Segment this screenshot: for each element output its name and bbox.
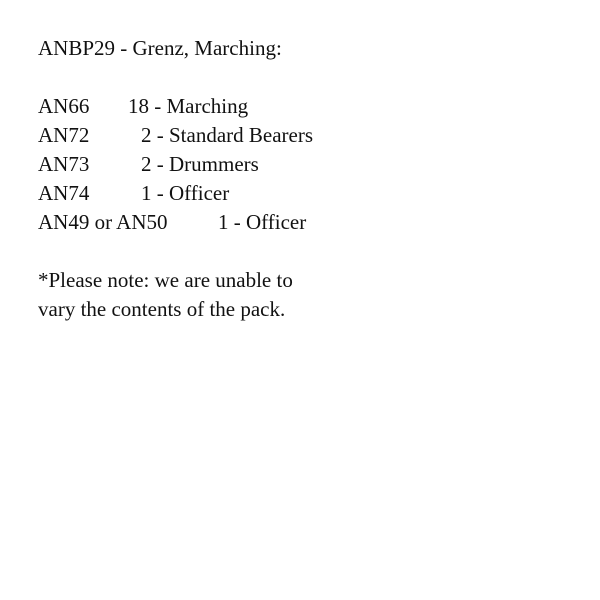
list-item <box>38 179 578 208</box>
item-code: AN49 or AN50 <box>38 210 168 234</box>
item-code: AN73 <box>38 152 90 176</box>
item-description: 1 - Officer <box>218 210 307 234</box>
list-item <box>38 150 578 179</box>
item-code: AN66 <box>38 94 90 118</box>
item-description: 2 - Drummers <box>141 152 259 176</box>
item-code: AN72 <box>38 123 90 147</box>
item-description: 1 - Officer <box>141 181 230 205</box>
item-description: 18 - Marching <box>128 94 249 118</box>
item-description: 2 - Standard Bearers <box>141 123 314 147</box>
pack-note <box>38 266 578 324</box>
item-code: AN74 <box>38 181 90 205</box>
pack-contents-document <box>38 34 578 324</box>
list-item <box>38 121 578 150</box>
pack-item-list <box>38 92 578 237</box>
list-item <box>38 208 578 237</box>
pack-title: ANBP29 - Grenz, Marching: <box>38 36 282 60</box>
note-line: *Please note: we are unable to <box>38 268 293 292</box>
list-item <box>38 92 578 121</box>
note-line: vary the contents of the pack. <box>38 297 286 321</box>
